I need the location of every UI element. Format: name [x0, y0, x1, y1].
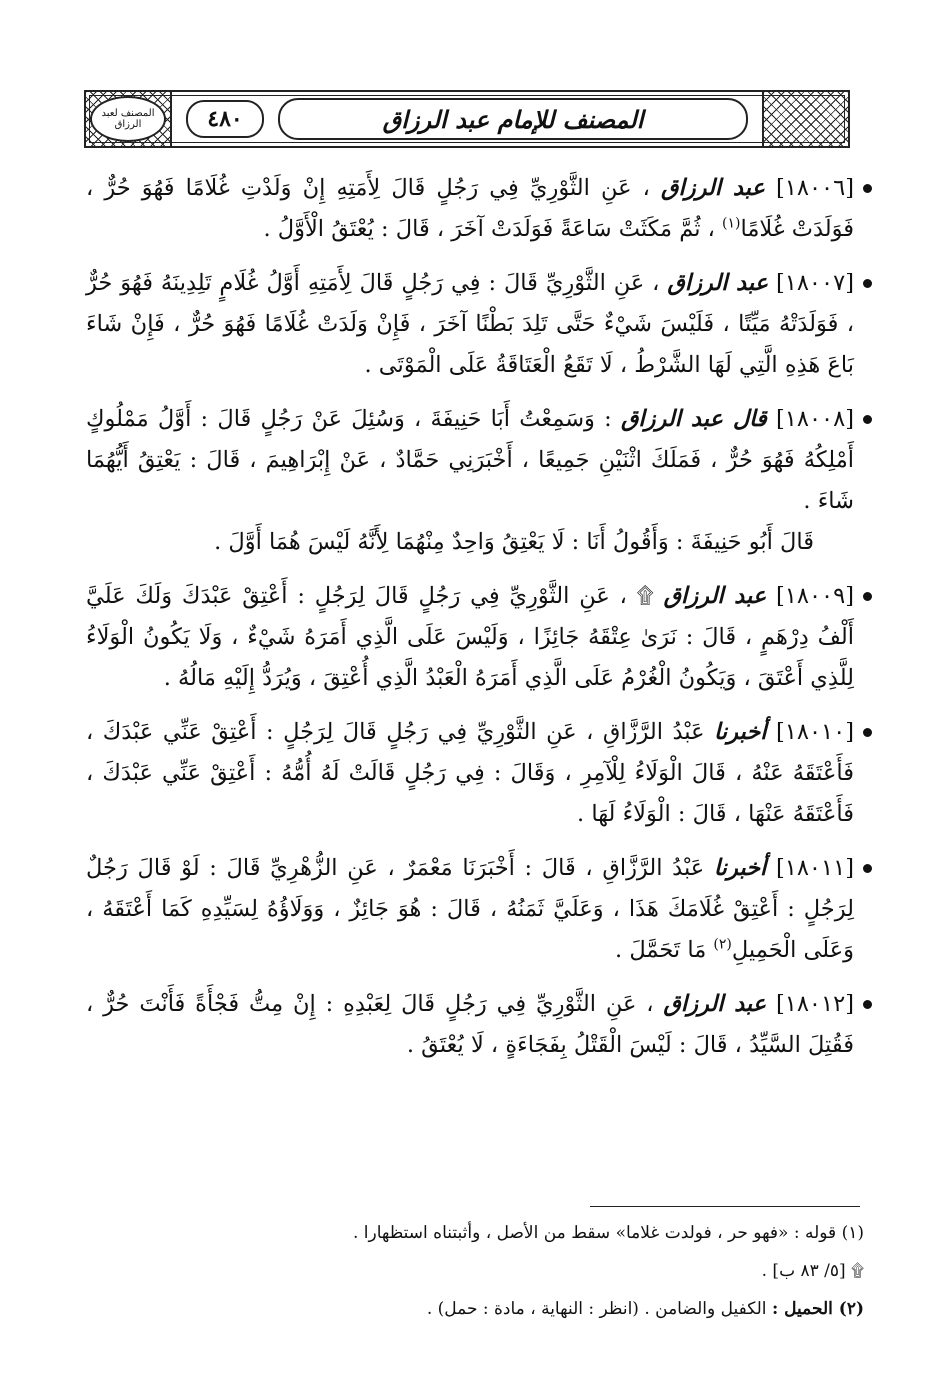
ornament-right [762, 92, 848, 146]
bullet-icon [863, 279, 872, 288]
hadith-text: : وَسَمِعْتُ أَبَا حَنِيفَةَ ، وَسُئِلَ عَنْ رَجُلٍ قَالَ : أَوَّلُ مَمْلُوكٍ أَمْلِكُهُ فَهُوَ حُرٌّ ، فَمَلَكَ اثْنَيْنِ جَمِيعًا ، أَخْبَرَنِي حَمَّادٌ ، عَنْ إِبْرَاهِيمَ ، قَالَ : يَعْتِقُ أَيُّهُمَا شَاءَ . [86, 406, 854, 514]
hadith-text: ، عَنِ الثَّوْرِيِّ قَالَ : فِي رَجُلٍ قَالَ لِأَمَتِهِ أَوَّلُ غُلَامٍ تَلِدِينَهُ فَهُوَ حُرٌّ ، فَوَلَدَتْهُ مَيِّتًا ، فَلَيْسَ شَيْءٌ حَتَّى تَلِدَ بَطْنًا آخَرَ ، فَإِنْ وَلَدَتْ غُلَامًا فَهُوَ حُرٌّ ، فَإِنْ شَاءَ بَاعَ هَذِهِ الَّتِي لَهَا الشَّرْطُ ، لَا تَقَعُ الْعَتَاقَةُ عَلَى الْمَوْتَى . [86, 270, 854, 378]
hadith-number: [١٨٠٠٧] [775, 270, 854, 296]
bullet-icon [863, 184, 872, 193]
hadith-text: ، عَنِ الثَّوْرِيِّ فِي رَجُلٍ قَالَ لِأَمَتِهِ إِنْ وَلَدْتِ غُلَامًا فَهُوَ حُرٌّ ، فَوَلَدَتْ غُلَامًا [86, 175, 854, 242]
hadith-text-cont: مَا تَحَمَّلَ . [615, 937, 707, 963]
footnote-2 [86, 1290, 864, 1328]
hadith-entry [86, 984, 864, 1066]
bullet-icon [863, 415, 872, 424]
hadith-entry [86, 168, 864, 250]
hadith-number: [١٨٠١٠] [776, 719, 854, 745]
hadith-number: [١٨٠٠٦] [776, 175, 855, 201]
narrator: أخبرنا [714, 719, 767, 745]
hadith-entry [86, 263, 864, 386]
hadith-entry [86, 848, 864, 971]
header-center [172, 92, 762, 146]
footnote-2-term: (٢) الحميل : [771, 1299, 864, 1319]
ornament-left [86, 92, 172, 146]
hadith-entry [86, 399, 864, 563]
bullet-icon [863, 864, 872, 873]
narrator: عبد الرزاق [663, 991, 767, 1017]
hadith-number: [١٨٠٠٩] [776, 583, 854, 609]
hadith-text: عَبْدُ الرَّزَّاقِ ، قَالَ : أَخْبَرَنَا مَعْمَرٌ ، عَنِ الزُّهْرِيِّ قَالَ : لَوْ قَالَ رَجُلٌ لِرَجُلٍ : أَعْتِقْ غُلَامَكَ هَذَا ، وَعَلَيَّ ثَمَنُهُ ، قَالَ : هُوَ جَائِزٌ ، وَوَلَاؤُهُ لِسَيِّدِهِ كَمَا أَعْتَقَهُ ، وَعَلَى الْحَمِيلِ [86, 855, 854, 963]
hadith-entry [86, 576, 864, 699]
page-number: ٤٨٠ [186, 100, 264, 138]
footnote-divider [590, 1206, 860, 1207]
bullet-icon [863, 728, 872, 737]
seal-text: المصنف لعبد الرزاق [101, 108, 155, 130]
hadith-number: [١٨٠٠٨] [776, 406, 855, 432]
footnotes [86, 1214, 864, 1328]
footnote-ref[interactable]: (١) [722, 215, 741, 232]
footnote-2-text: الكفيل والضامن . (انظر : النهاية ، مادة : حمل) . [426, 1299, 767, 1319]
hadith-number: [١٨٠١٢] [775, 991, 854, 1017]
hadith-text: عَبْدُ الرَّزَّاقِ ، عَنِ الثَّوْرِيِّ فِي رَجُلٍ قَالَ لِرَجُلٍ : أَعْتِقْ عَنِّي عَبْدَكَ ، فَأَعْتَقَهُ عَنْهُ ، قَالَ الْوَلَاءُ لِلْآمِرِ ، وَقَالَ : فِي رَجُلٍ قَالَتْ لَهُ أُمُّهُ : أَعْتِقْ عَنِّي عَبْدَكَ ، فَأَعْتَقَهُ عَنْهَا ، قَالَ : الْوَلَاءُ لَهَا . [86, 719, 854, 827]
bullet-icon [863, 1000, 872, 1009]
footnote-1: (١) قوله : «فهو حر ، فولدت غلاما» سقط من الأصل ، وأثبتناه استظهارا . [352, 1223, 864, 1243]
hadith-entry [86, 712, 864, 835]
footnote-ref[interactable]: (٢) [713, 936, 732, 953]
narrator: عبد الرزاق [661, 175, 765, 201]
narrator: أخبرنا [713, 855, 767, 881]
bullet-icon [863, 592, 872, 601]
main-text [86, 168, 864, 1079]
manuscript-marker-icon: ۩ [636, 583, 654, 609]
seal-logo [90, 96, 166, 142]
page-header [84, 90, 850, 148]
hadith-text-cont: ، ثُمَّ مَكَثَتْ سَاعَةً فَوَلَدَتْ آخَرَ ، قَالَ : يُعْتَقُ الْأَوَّلُ . [263, 216, 715, 242]
hadith-number: [١٨٠١١] [775, 855, 854, 881]
narrator: عبد الرزاق [663, 583, 767, 609]
hadith-comment: قَالَ أَبُو حَنِيفَةَ : وَأَقُولُ أَنَا : لَا يَعْتِقُ وَاحِدٌ مِنْهُمَا لِأَنَّهُ لَيْسَ هُمَا أَوَّلَ . [214, 529, 814, 555]
hadith-text: ، عَنِ الثَّوْرِيِّ فِي رَجُلٍ قَالَ لِرَجُلٍ : أَعْتِقْ عَبْدَكَ وَلَكَ عَلَيَّ أَلْفُ دِرْهَمٍ ، قَالَ : نَرَىٰ عِتْقَهُ جَائِزًا ، وَلَيْسَ عَلَى الَّذِي أَمَرَهُ شَيْءٌ ، وَلَا يَكُونُ الْوَلَاءُ لِلَّذِي أَعْتَقَ ، وَيَكُونُ الْغُرْمُ عَلَى الَّذِي أَمَرَهُ الْعَبْدُ الَّذِي أُعْتِقَ ، وَيُرَدُّ إِلَيْهِ مَالُهُ . [86, 583, 854, 691]
book-title: المصنف للإمام عبد الرزاق [278, 98, 748, 140]
footnote-page-marker: ۩ [٥/ ٨٣ ب] . [761, 1261, 864, 1281]
hadith-text: ، عَنِ الثَّوْرِيِّ فِي رَجُلٍ قَالَ لِعَبْدِهِ : إِنْ مِتُّ فَجْأَةً فَأَنْتَ حُرٌّ ، فَقُتِلَ السَّيِّدُ ، قَالَ : لَيْسَ الْقَتْلُ بِفَجَاءَةٍ ، لَا يُعْتَقُ . [86, 991, 854, 1058]
narrator: عبد الرزاق [667, 270, 769, 296]
narrator: قال عبد الرزاق [620, 406, 767, 432]
